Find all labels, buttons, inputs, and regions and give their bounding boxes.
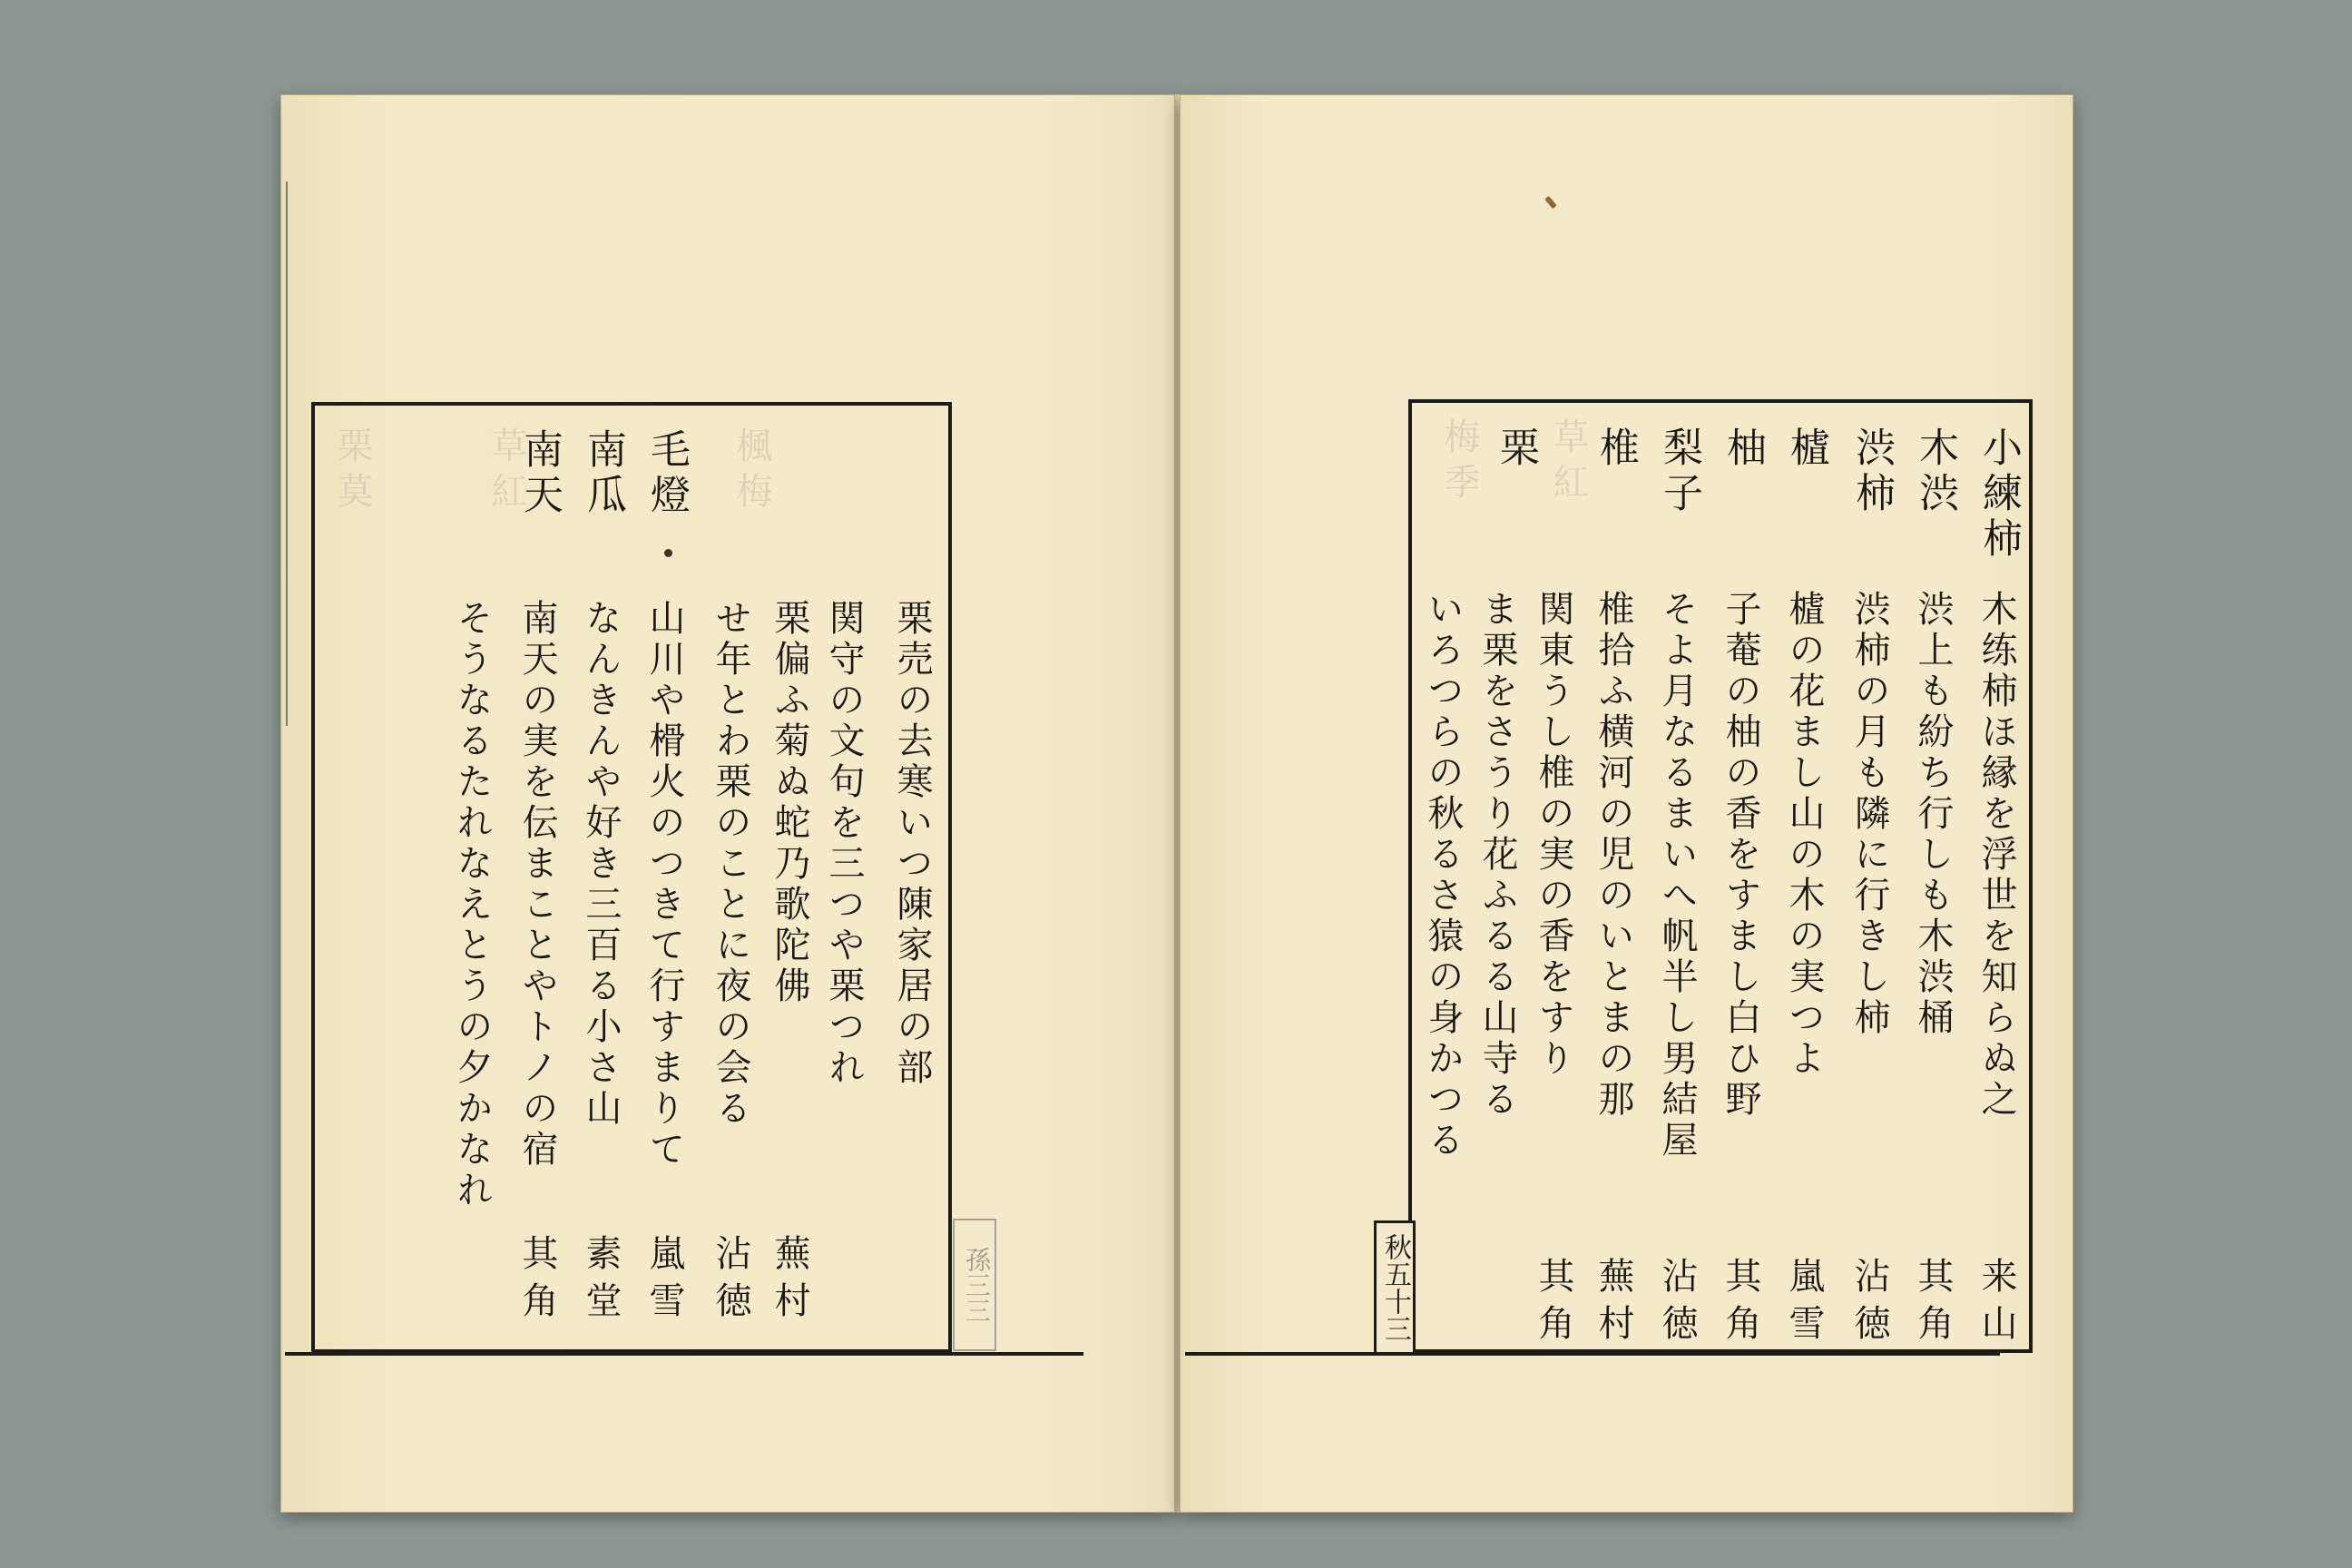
left-poem-1: 南天の実を伝まことやトノの宿 [516, 599, 558, 1171]
bleed-through: 楓梅 [730, 426, 772, 517]
left-topic-3: 毛燈 [643, 428, 690, 519]
right-topic-3: 渋柿 [1848, 426, 1895, 517]
right-bottom-rule [1185, 1352, 2000, 1356]
right-topic-7: 椎 [1592, 426, 1639, 472]
bleed-through: 梅季 [1438, 417, 1480, 508]
right-topic-1: 小練柿 [1975, 426, 2022, 563]
right-poem-7: 椎拾ふ横河の児のいとまの那 [1592, 590, 1634, 1121]
right-poem-1: 木练柿ほ縁を浮世を知らぬ之 [1975, 590, 2017, 1121]
right-poem-3: 渋柿の月も隣に行きし柿 [1848, 590, 1890, 1039]
binding-thread [286, 181, 288, 726]
right-poem-6: そよ月なるまいへ帆半し男結屋 [1656, 590, 1698, 1161]
right-poem-5: 子菴の柚の香をすまし白ひ野 [1720, 590, 1761, 1121]
right-author-4: 嵐雪 [1783, 1257, 1825, 1351]
bleed-through: 栗莫 [331, 426, 373, 517]
left-poem-3: 山川や榾火のつきて行すまりて [643, 599, 685, 1171]
right-author-3: 沾徳 [1848, 1257, 1890, 1351]
left-poem-7: 栗売の去寒いつ陳家居の部 [891, 599, 933, 1089]
page-folio: 秋五十三 [1374, 1220, 1416, 1355]
left-author-5: 蕪村 [769, 1234, 810, 1328]
right-author-6: 沾徳 [1656, 1257, 1698, 1351]
right-poem-2: 渋上も紛ち行しも木渋桶 [1912, 590, 1954, 1039]
left-poem-5: 栗偏ふ菊ぬ蛇乃歌陀佛 [769, 599, 810, 1007]
right-topic-8: 栗 [1493, 426, 1539, 472]
left-topic-2: 南瓜 [580, 428, 626, 519]
right-author-8: 其角 [1533, 1257, 1574, 1351]
library-seal: 孫三三 [953, 1219, 996, 1351]
bleed-through: 草紅 [1547, 417, 1589, 508]
left-poem-4: せ年とわ栗のことに夜の会る [710, 599, 751, 1130]
right-author-2: 其角 [1912, 1257, 1954, 1351]
right-poem-4: 樝の花まし山の木の実つよ [1783, 590, 1825, 1080]
right-author-5: 其角 [1720, 1257, 1761, 1351]
right-poem-10: いろつらの秋るさ猿の身かつる [1422, 590, 1464, 1161]
right-author-7: 蕪村 [1592, 1257, 1634, 1351]
ink-speck [664, 549, 672, 557]
left-bottom-rule [285, 1352, 1083, 1356]
left-author-2: 素堂 [580, 1234, 622, 1328]
right-topic-2: 木渋 [1912, 426, 1958, 517]
left-poem-2: なんきんや好き三百る小さ山 [580, 599, 622, 1130]
bleed-through: 草紅 [485, 426, 527, 517]
right-poem-9: ま栗をさうり花ふるる山寺る [1476, 590, 1518, 1121]
right-topic-6: 梨子 [1656, 426, 1702, 517]
right-topic-4: 樝 [1783, 426, 1829, 472]
left-author-4: 沾徳 [710, 1234, 751, 1328]
left-author-3: 嵐雪 [643, 1234, 685, 1328]
left-extra-line: そうなるたれなえとうの夕かなれ [451, 599, 493, 1211]
right-poem-8: 関東うし椎の実の香をすり [1533, 590, 1574, 1080]
left-poem-6: 関守の文句を三つや栗つれ [823, 599, 865, 1089]
left-author-1: 其角 [516, 1234, 558, 1328]
right-author-1: 来山 [1975, 1257, 2017, 1351]
right-topic-5: 柚 [1720, 426, 1766, 472]
left-topic-1: 南天 [516, 428, 563, 519]
